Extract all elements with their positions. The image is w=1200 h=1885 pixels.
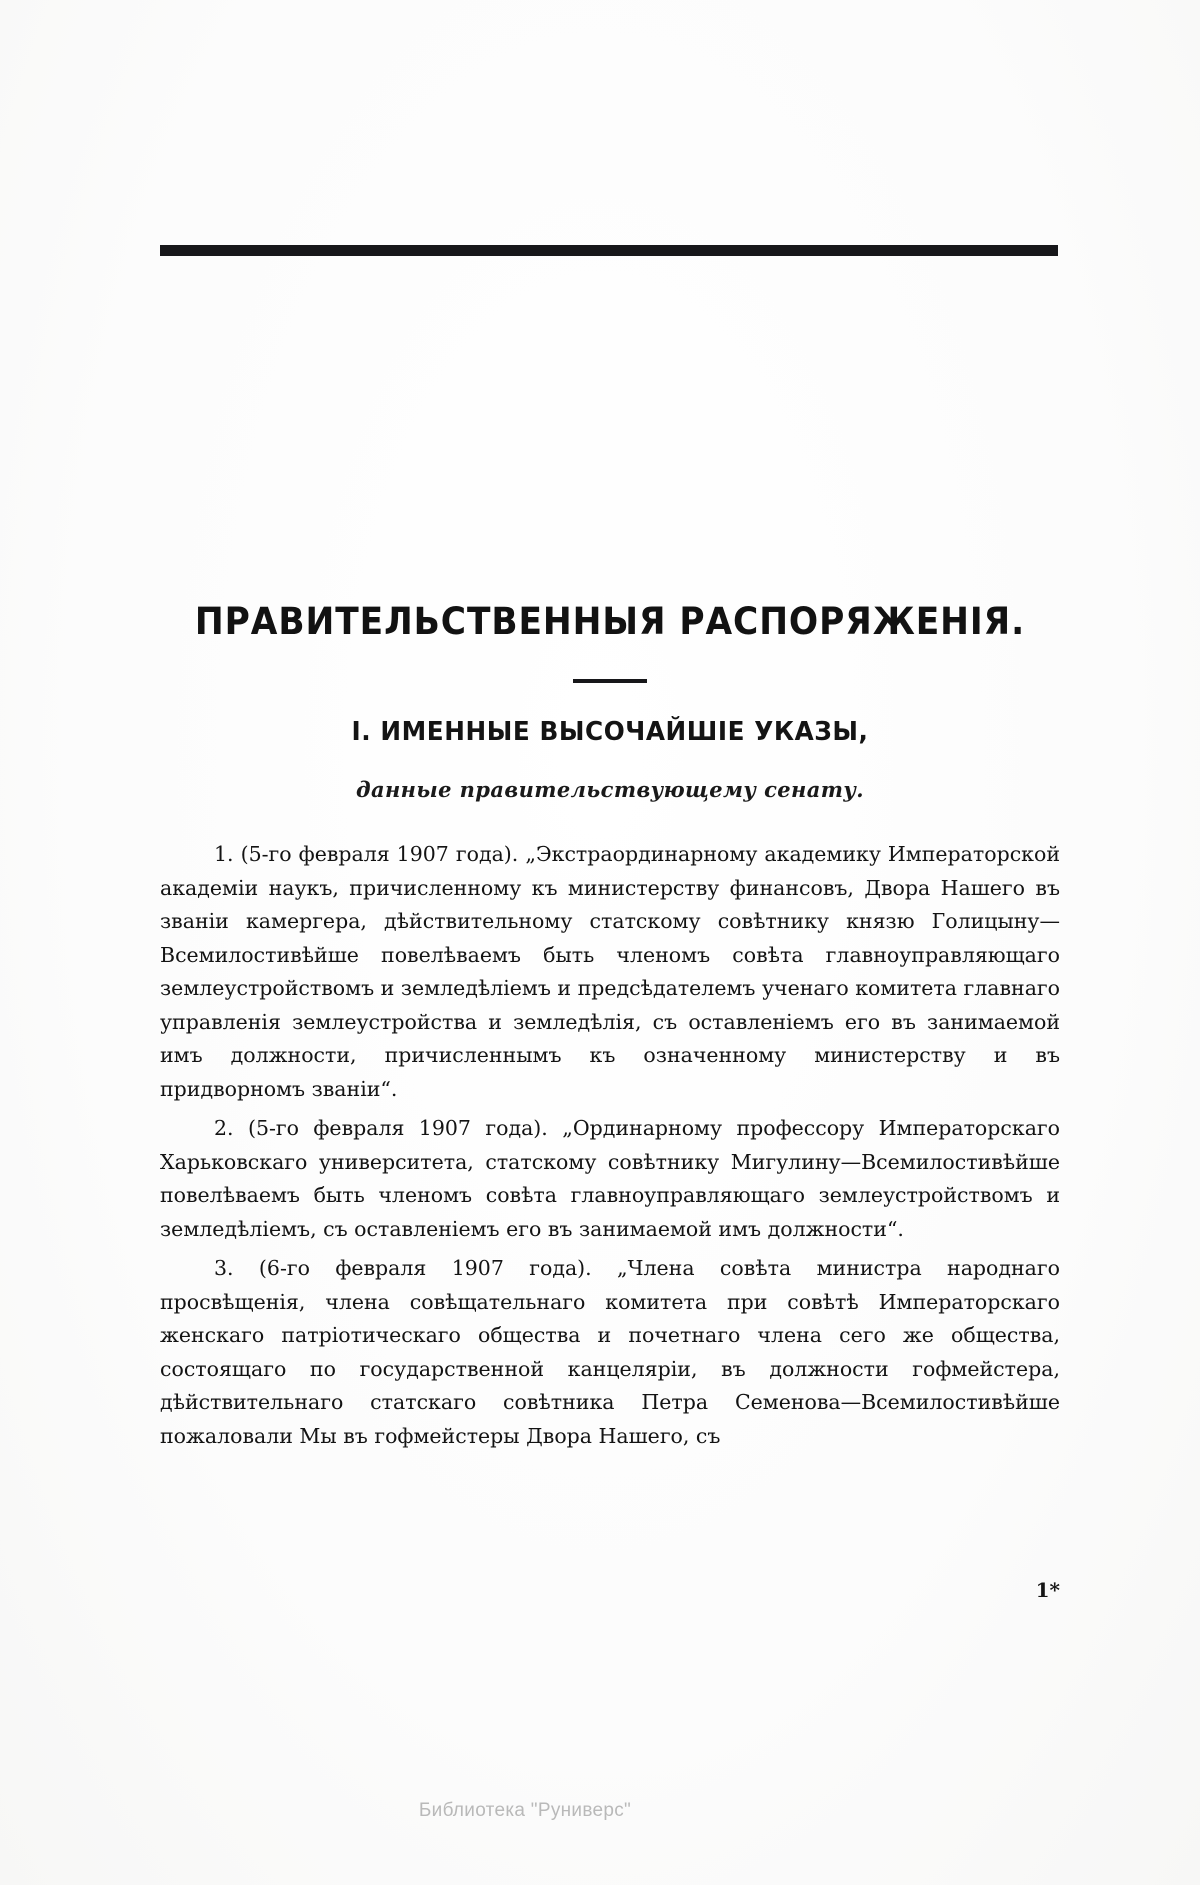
page-title: ПРАВИТЕЛЬСТВЕННЫЯ РАСПОРЯЖЕНІЯ. (194, 600, 1026, 643)
body-text (160, 838, 1060, 1453)
paragraph: 1. (5-го февраля 1907 года). „Экстраординарному академику Императорской академіи наукъ, причисленному къ министерству финансовъ, Двора Нашего въ званіи камергера, дѣйствительному статскому совѣтнику князю Голицыну—Всемилостивѣйше повелѣваемъ быть членомъ совѣта главноуправляющаго землеустройствомъ и земледѣліемъ и предсѣдателемъ ученаго комитета главнаго управленія землеустройства и земледѣлія, съ оставленіемъ его въ занимаемой имъ должности, причисленнымъ къ означенному министерству и въ придворномъ званіи“. (160, 842, 1061, 1101)
paragraph: 2. (5-го февраля 1907 года). „Ординарному профессору Императорскаго Харьковскаго университета, статскому совѣтнику Мигулину—Всемилостивѣйше повелѣваемъ быть членомъ совѣта главноуправляющаго землеустройствомъ и земледѣліемъ, съ оставленіемъ его въ занимаемой имъ должности“. (160, 1116, 1060, 1241)
paragraph: 3. (6-го февраля 1907 года). „Члена совѣта министра народнаго просвѣщенія, члена совѣщательнаго комитета при совѣтѣ Императорскаго женскаго патріотическаго общества и почетнаго члена сего же общества, состоящаго по государственной канцеляріи, въ должности гофмейстера, дѣйствительнаго статскаго совѣтника Петра Семенова—Всемилостивѣйше пожаловали Мы въ гофмейстеры Двора Нашего, съ (160, 1256, 1060, 1448)
section-heading: I. ИМЕННЫЕ ВЫСОЧАЙШІЕ УКАЗЫ, (351, 717, 869, 747)
top-rule-divider (160, 245, 1058, 256)
title-divider (573, 679, 647, 683)
page-content (160, 600, 1060, 1455)
library-watermark (0, 1800, 1200, 1822)
watermark-text: Библиотека "Руниверс" (418, 1800, 632, 1821)
page-number: 1* (1035, 1578, 1060, 1602)
section-subheading: данные правительствующему сенату. (355, 777, 865, 802)
